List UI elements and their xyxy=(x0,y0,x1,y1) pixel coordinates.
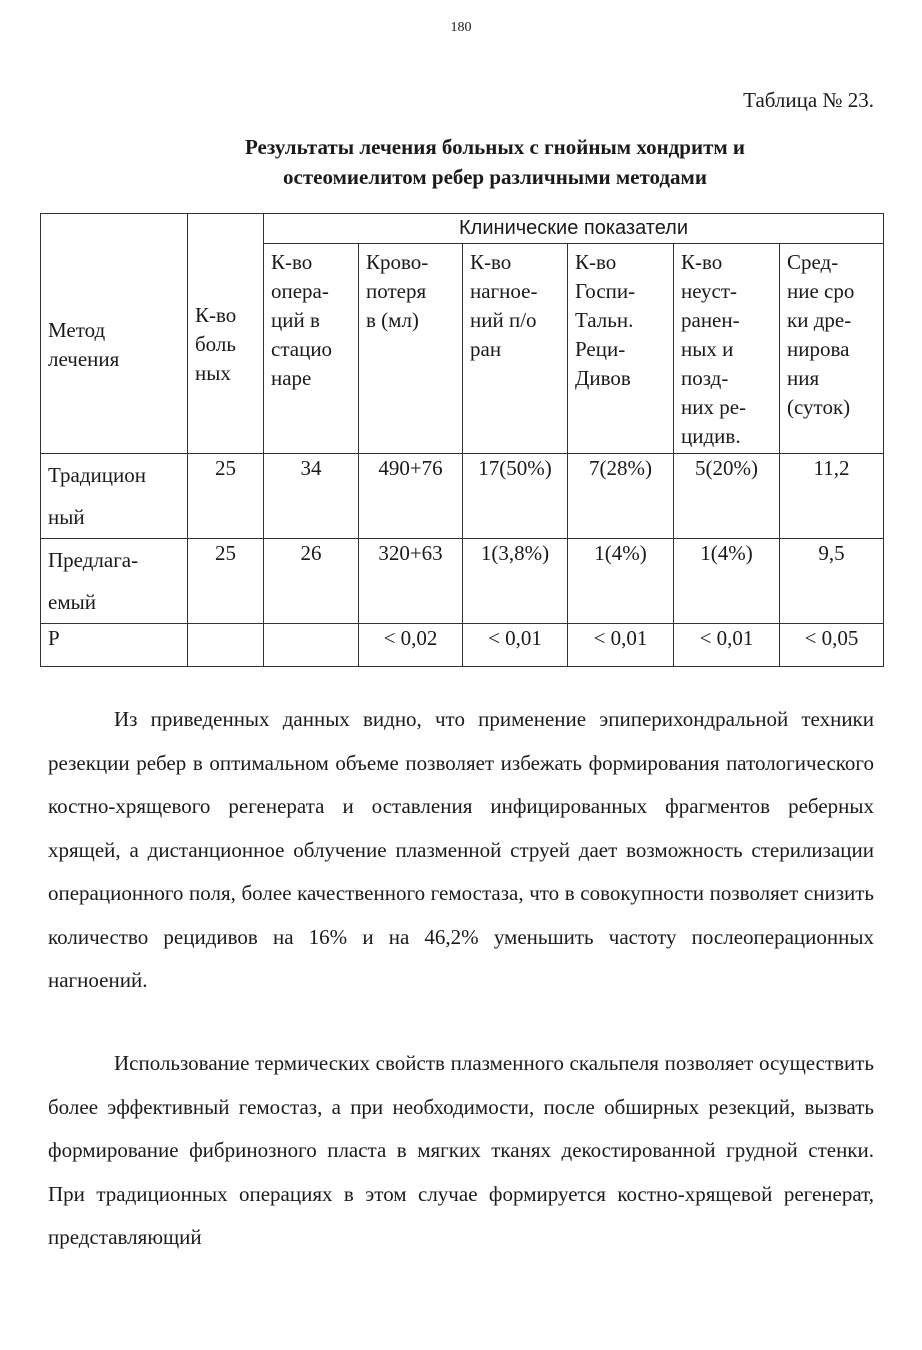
cell-drainage-days: 11,2 xyxy=(780,454,884,539)
cell-patients xyxy=(188,624,264,667)
cell-suppurations: < 0,01 xyxy=(463,624,568,667)
cell-operations: 26 xyxy=(264,539,359,624)
header-late-relapses: К-во неуст- ранен- ных и позд- них ре- цидив. xyxy=(674,244,780,454)
cell-late-relapses: 1(4%) xyxy=(674,539,780,624)
cell-patients: 25 xyxy=(188,539,264,624)
cell-blood-loss: < 0,02 xyxy=(359,624,463,667)
cell-operations: 34 xyxy=(264,454,359,539)
table-label: Таблица № 23. xyxy=(743,88,874,112)
cell-suppurations: 1(3,8%) xyxy=(463,539,568,624)
header-row-1 xyxy=(41,214,884,244)
row-label: Традицион ный xyxy=(41,454,188,539)
table-row-traditional xyxy=(41,454,884,539)
cell-operations xyxy=(264,624,359,667)
header-clinical-indicators: Клинические показатели xyxy=(264,214,884,244)
header-hospital-relapses: К-во Госпи- Тальн. Реци- Дивов xyxy=(568,244,674,454)
cell-suppurations: 17(50%) xyxy=(463,454,568,539)
header-blood-loss: Крово- потеря в (мл) xyxy=(359,244,463,454)
table-row-proposed xyxy=(41,539,884,624)
header-drainage-days: Сред- ние сро ки дре- нирова ния (суток) xyxy=(780,244,884,454)
cell-hospital-relapses: 1(4%) xyxy=(568,539,674,624)
table-title-line-1: Результаты лечения больных с гнойным хондритм и xyxy=(244,135,746,159)
cell-hospital-relapses: 7(28%) xyxy=(568,454,674,539)
row-label: P xyxy=(41,624,188,667)
body-paragraph-1: Из приведенных данных видно, что применение эпиперихондральной техники резекции ребер в оптимальном объеме позволяет избежать формирования патологического костно-хрящевого регенерата и оставления инфицированных фрагментов реберных хрящей, а дистанционное облучение плазменной струей дает возможность стерилизации операционного поля, более качественного гемостаза, что в совокупности позволяет снизить количество рецидивов на 16% и на 46,2% уменьшить частоту послеоперационных нагноений. xyxy=(48,707,874,992)
header-operations: К-во опера- ций в стацио наре xyxy=(264,244,359,454)
body-paragraph-2: Использование термических свойств плазменного скальпеля позволяет осуществить более эффективный гемостаз, а при необходимости, после обширных резекций, вызвать формирование фибринозного пласта в мягких тканях декостированной грудной стенки. При традиционных операциях в этом случае формируется костно-хрящевой регенерат, представляющий xyxy=(48,1051,874,1249)
header-patients: К-во боль ных xyxy=(188,214,264,454)
row-label: Предлага- емый xyxy=(41,539,188,624)
table-title xyxy=(60,132,922,192)
cell-drainage-days: < 0,05 xyxy=(780,624,884,667)
cell-patients: 25 xyxy=(188,454,264,539)
cell-blood-loss: 490+76 xyxy=(359,454,463,539)
table-title-line-2: остеомиелитом ребер различными методами xyxy=(283,165,707,189)
header-method: Метод лечения xyxy=(41,214,188,454)
cell-late-relapses: < 0,01 xyxy=(674,624,780,667)
table-row-p-value xyxy=(41,624,884,667)
cell-late-relapses: 5(20%) xyxy=(674,454,780,539)
cell-drainage-days: 9,5 xyxy=(780,539,884,624)
cell-hospital-relapses: < 0,01 xyxy=(568,624,674,667)
cell-blood-loss: 320+63 xyxy=(359,539,463,624)
results-table xyxy=(40,213,884,667)
header-suppurations: К-во нагное- ний п/о ран xyxy=(463,244,568,454)
page-number: 180 xyxy=(450,20,472,35)
